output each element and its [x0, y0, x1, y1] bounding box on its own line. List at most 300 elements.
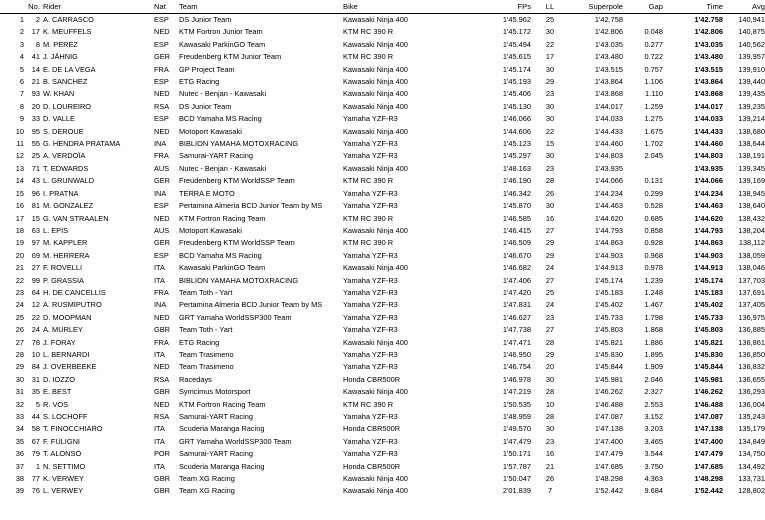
cell-no: 58	[31, 424, 40, 434]
table-row	[0, 76, 765, 88]
cell-bike: KTM RC 390 R	[343, 399, 394, 409]
cell-team: Kawasaki ParkinGO Team	[179, 39, 266, 49]
cell-pos: 11	[16, 139, 24, 149]
cell-bike: Yamaha YZF-R3	[343, 412, 398, 421]
cell-avg: 138,046	[738, 263, 765, 273]
cell-nat: ESP	[154, 39, 169, 49]
cell-no: 97	[31, 238, 40, 248]
cell-avg: 139,235	[738, 101, 765, 111]
cell-no: 21	[31, 77, 40, 87]
cell-bike: KTM RC 390 R	[343, 176, 394, 186]
cell-ll: 30	[545, 424, 555, 434]
cell-pos: 20	[15, 250, 24, 260]
cell-time: 1'43.868	[694, 89, 723, 99]
cell-pos: 9	[19, 114, 24, 124]
cell-fps: 1'45.174	[502, 64, 531, 74]
cell-time: 1'44.460	[694, 139, 723, 149]
cell-ll: 29	[545, 238, 555, 248]
cell-pos: 6	[19, 77, 24, 87]
cell-no: 79	[31, 449, 40, 459]
cell-superpole: 1'42.758	[594, 15, 623, 24]
cell-ll: 23	[545, 163, 555, 173]
cell-time: 1'45.733	[694, 312, 723, 322]
header-time: Time	[706, 2, 723, 11]
cell-rider: F. FULIGNI	[43, 436, 80, 446]
cell-time: 1'44.620	[694, 213, 723, 223]
cell-nat: ESP	[154, 201, 169, 211]
cell-nat: RSA	[154, 374, 170, 384]
cell-team: BCD Yamaha MS Racing	[179, 114, 262, 124]
cell-gap: 2.046	[644, 374, 663, 384]
cell-time: 1'44.913	[694, 263, 723, 273]
cell-pos: 18	[15, 225, 24, 235]
table-row	[0, 299, 765, 311]
cell-fps: 2'01.839	[502, 486, 531, 496]
cell-bike: Kawasaki Ninja 400	[343, 101, 408, 111]
cell-rider: L. GRUNWALD	[43, 176, 95, 186]
cell-pos: 17	[15, 213, 24, 223]
cell-rider: T. FINOCCHIARO	[43, 424, 103, 434]
cell-pos: 30	[15, 374, 24, 384]
cell-pos: 35	[15, 436, 24, 446]
cell-team: BIBLION YAMAHA MOTOXRACING	[179, 275, 299, 285]
cell-team: Samurai-YART Racing	[179, 412, 253, 421]
cell-pos: 27	[15, 337, 24, 347]
cell-nat: AUS	[154, 163, 170, 173]
cell-ll: 26	[545, 474, 555, 484]
cell-avg: 140,875	[738, 27, 765, 37]
cell-avg: 138,945	[738, 188, 765, 198]
table-row	[0, 200, 765, 212]
cell-gap: 1.239	[644, 275, 663, 285]
cell-nat: ITA	[154, 424, 165, 434]
cell-rider: L. BERNARDI	[43, 349, 90, 359]
cell-gap: 0.722	[644, 52, 663, 62]
cell-no: 43	[31, 176, 40, 186]
cell-gap: 4.363	[644, 474, 663, 484]
cell-no: 41	[31, 52, 40, 62]
cell-team: Scuderia Maranga Racing	[179, 424, 265, 434]
cell-bike: Yamaha YZF-R3	[343, 349, 398, 359]
cell-ll: 15	[545, 139, 555, 149]
table-row	[0, 411, 765, 423]
cell-pos: 31	[15, 387, 24, 397]
cell-pos: 5	[19, 64, 24, 74]
table-row	[0, 386, 765, 398]
cell-pos: 19	[15, 238, 24, 248]
cell-ll: 16	[545, 213, 555, 223]
cell-superpole: 1'47.087	[594, 412, 623, 421]
cell-ll: 22	[545, 39, 555, 49]
header-bike: Bike	[343, 2, 358, 11]
table-row	[0, 312, 765, 324]
cell-gap: 3.152	[644, 412, 663, 421]
cell-team: Freudenberg KTM WorldSSP Team	[179, 176, 295, 186]
cell-pos: 2	[19, 27, 24, 37]
cell-time: 1'45.183	[694, 287, 723, 297]
cell-gap: 0.858	[644, 225, 663, 235]
cell-superpole: 1'42.806	[594, 27, 623, 37]
cell-team: GRT Yamaha WorldSSP300 Team	[179, 312, 292, 322]
cell-nat: AUS	[154, 225, 170, 235]
cell-ll: 28	[545, 412, 555, 421]
table-row	[0, 213, 765, 225]
cell-pos: 26	[15, 325, 24, 335]
cell-ll: 30	[545, 151, 555, 161]
cell-bike: Yamaha YZF-R3	[343, 362, 398, 372]
cell-bike: Kawasaki Ninja 400	[343, 163, 408, 173]
cell-pos: 15	[15, 188, 24, 198]
cell-gap: 2.045	[644, 151, 663, 161]
cell-no: 35	[31, 387, 40, 397]
cell-superpole: 1'44.913	[594, 263, 623, 273]
cell-superpole: 1'47.685	[594, 461, 623, 471]
cell-time: 1'45.174	[694, 275, 723, 285]
cell-gap	[623, 163, 663, 175]
cell-ll: 30	[545, 114, 555, 124]
cell-superpole: 1'44.903	[594, 250, 623, 260]
table-row	[0, 287, 765, 299]
cell-nat: ITA	[154, 263, 165, 273]
cell-fps: 1'50.171	[502, 449, 531, 459]
cell-avg: 134,750	[738, 449, 765, 459]
cell-fps: 1'47.406	[502, 275, 531, 285]
cell-nat: GER	[154, 176, 171, 186]
cell-superpole: 1'45.981	[594, 374, 623, 384]
cell-team: KTM Fortron Junior Team	[179, 27, 263, 37]
cell-avg: 136,861	[738, 337, 765, 347]
cell-bike: Yamaha YZF-R3	[343, 300, 398, 310]
cell-no: 24	[31, 325, 40, 335]
table-row	[0, 39, 765, 51]
table-row	[0, 436, 765, 448]
cell-ll: 29	[545, 250, 555, 260]
cell-pos: 7	[19, 89, 24, 99]
table-row	[0, 461, 765, 473]
cell-ll: 16	[545, 449, 555, 459]
cell-no: 25	[31, 151, 40, 161]
cell-rider: D. MOOPMAN	[43, 312, 92, 322]
cell-superpole: 1'43.864	[594, 77, 623, 87]
cell-no: 44	[31, 412, 40, 421]
cell-rider: K. MEUFFELS	[43, 27, 92, 37]
cell-gap: 1.275	[644, 114, 663, 124]
cell-ll: 23	[545, 436, 555, 446]
table-row	[0, 225, 765, 237]
cell-gap: 0.685	[644, 213, 663, 223]
cell-nat: ITA	[154, 436, 165, 446]
cell-ll: 28	[545, 176, 555, 186]
cell-fps: 1'45.870	[502, 201, 531, 211]
cell-time: 1'42.758	[694, 15, 723, 24]
cell-pos: 36	[15, 449, 24, 459]
cell-time: 1'43.480	[694, 52, 723, 62]
cell-team: Samurai-YART Racing	[179, 151, 253, 161]
cell-team: Team XG Racing	[179, 486, 235, 496]
cell-avg: 139,435	[738, 89, 765, 99]
cell-superpole: 1'45.821	[594, 337, 623, 347]
table-row	[0, 175, 765, 187]
cell-time: 1'45.830	[694, 349, 723, 359]
cell-gap: 0.928	[644, 238, 663, 248]
cell-ll: 28	[545, 337, 555, 347]
table-row	[0, 51, 765, 63]
cell-ll: 27	[545, 225, 555, 235]
cell-superpole: 1'45.830	[594, 349, 623, 359]
cell-time: 1'47.479	[694, 449, 723, 459]
cell-rider: T. EDWARDS	[43, 163, 89, 173]
cell-ll: 20	[545, 362, 555, 372]
header-team: Team	[179, 2, 198, 11]
cell-nat: GER	[154, 52, 171, 62]
cell-fps: 1'46.585	[502, 213, 531, 223]
cell-avg: 138,644	[738, 139, 765, 149]
cell-avg: 138,191	[738, 151, 765, 161]
cell-bike: Yamaha YZF-R3	[343, 287, 398, 297]
table-row	[0, 150, 765, 162]
cell-rider: J. OVERBEEKE	[43, 362, 97, 372]
cell-rider: L. VERWEY	[43, 486, 84, 496]
table-row	[0, 275, 765, 287]
cell-team: Racedays	[179, 374, 212, 384]
cell-team: Team Toth - Yart	[179, 325, 233, 335]
table-row	[0, 448, 765, 460]
cell-fps: 1'57.787	[502, 461, 531, 471]
table-row	[0, 250, 765, 262]
cell-team: Pertamina Almeria BCD Junior Team by MS	[179, 201, 323, 211]
cell-gap: 1.798	[644, 312, 663, 322]
cell-rider: A. MURLEY	[43, 325, 83, 335]
cell-superpole: 1'43.935	[594, 163, 623, 173]
cell-ll: 10	[545, 399, 555, 409]
cell-no: 10	[31, 349, 40, 359]
cell-no: 1	[35, 461, 40, 471]
cell-nat: FRA	[154, 337, 169, 347]
cell-avg: 136,975	[738, 312, 765, 322]
header-avg: Avg	[752, 2, 765, 11]
cell-pos: 28	[15, 349, 24, 359]
cell-bike: Kawasaki Ninja 400	[343, 77, 408, 87]
cell-avg: 138,680	[738, 126, 765, 136]
cell-no: 17	[31, 27, 40, 37]
cell-bike: Honda CBR500R	[343, 461, 401, 471]
cell-bike: Kawasaki Ninja 400	[343, 225, 408, 235]
cell-gap: 3.750	[644, 461, 663, 471]
header-superpole: Superpole	[588, 2, 623, 11]
cell-superpole: 1'44.620	[594, 213, 623, 223]
table-row	[0, 337, 765, 349]
cell-nat: GBR	[154, 325, 171, 335]
cell-avg: 140,941	[738, 15, 765, 24]
cell-time: 1'43.935	[694, 163, 723, 173]
table-row	[0, 26, 765, 38]
cell-fps: 1'45.172	[502, 27, 531, 37]
cell-avg: 139,214	[738, 114, 765, 124]
cell-superpole: 1'43.480	[594, 52, 623, 62]
cell-fps: 1'46.509	[502, 238, 531, 248]
cell-no: 2	[35, 15, 40, 24]
cell-fps: 1'46.754	[502, 362, 531, 372]
cell-nat: ESP	[154, 15, 169, 24]
cell-rider: M. KAPPLER	[43, 238, 88, 248]
header-nat: Nat	[154, 2, 166, 11]
cell-rider: D. IOZZO	[43, 374, 76, 384]
cell-gap: 9.684	[644, 486, 663, 496]
cell-ll: 30	[545, 101, 555, 111]
cell-pos: 25	[15, 312, 24, 322]
cell-superpole: 1'47.400	[594, 436, 623, 446]
cell-time: 1'44.803	[694, 151, 723, 161]
cell-nat: NED	[154, 362, 170, 372]
cell-nat: NED	[154, 213, 170, 223]
cell-ll: 30	[545, 27, 555, 37]
cell-team: ETG Racing	[179, 337, 220, 347]
cell-avg: 134,849	[738, 436, 765, 446]
cell-nat: GBR	[154, 387, 171, 397]
cell-no: 84	[31, 362, 40, 372]
cell-nat: FRA	[154, 287, 169, 297]
cell-rider: W. KHAN	[43, 89, 75, 99]
cell-avg: 134,492	[738, 461, 765, 471]
cell-no: 63	[31, 225, 40, 235]
cell-superpole: 1'44.234	[594, 188, 623, 198]
cell-fps: 1'46.682	[502, 263, 531, 273]
cell-time: 1'44.066	[694, 176, 723, 186]
cell-rider: M. GONZALEZ	[43, 201, 94, 211]
cell-fps: 1'48.163	[502, 163, 531, 173]
table-row	[0, 473, 765, 485]
cell-time: 1'46.262	[694, 387, 723, 397]
cell-pos: 21	[15, 263, 24, 273]
cell-no: 31	[31, 374, 40, 384]
cell-fps: 1'44.606	[502, 126, 531, 136]
cell-pos: 10	[15, 126, 24, 136]
cell-no: 67	[31, 436, 40, 446]
cell-no: 20	[31, 101, 40, 111]
cell-fps: 1'46.950	[502, 349, 531, 359]
cell-gap: 1.467	[644, 300, 663, 310]
cell-rider: G. VAN STRAALEN	[43, 213, 109, 223]
cell-team: Freudenberg KTM Junior Team	[179, 52, 282, 62]
cell-nat: NED	[154, 126, 170, 136]
cell-team: Scuderia Maranga Racing	[179, 461, 265, 471]
cell-rider: E. DE LA VEGA	[43, 64, 96, 74]
cell-superpole: 1'48.298	[594, 474, 623, 484]
cell-avg: 136,293	[738, 387, 765, 397]
cell-pos: 23	[15, 287, 24, 297]
cell-no: 96	[31, 188, 40, 198]
cell-superpole: 1'43.868	[594, 89, 623, 99]
cell-time: 1'47.087	[694, 412, 723, 421]
cell-rider: J. JÄHNIG	[43, 52, 78, 62]
cell-pos: 12	[15, 151, 24, 161]
cell-pos: 34	[15, 424, 24, 434]
cell-time: 1'45.821	[694, 337, 723, 347]
cell-team: Freudenberg KTM WorldSSP Team	[179, 238, 295, 248]
table-row	[0, 399, 765, 411]
cell-avg: 139,957	[738, 52, 765, 62]
header-row	[0, 0, 765, 14]
cell-bike: KTM RC 390 R	[343, 52, 394, 62]
cell-gap: 0.978	[644, 263, 663, 273]
cell-gap: 1.702	[644, 139, 663, 149]
cell-ll: 25	[545, 287, 555, 297]
cell-no: 99	[31, 275, 40, 285]
cell-bike: Yamaha YZF-R3	[343, 201, 398, 211]
cell-rider: I. PRATNA	[43, 188, 79, 198]
cell-rider: M. PEREZ	[43, 39, 78, 49]
cell-time: 1'45.803	[694, 325, 723, 335]
cell-time: 1'44.793	[694, 225, 723, 235]
header-ll: LL	[545, 2, 555, 11]
cell-avg: 138,432	[738, 213, 765, 223]
cell-fps: 1'46.978	[502, 374, 531, 384]
cell-gap: 3.203	[644, 424, 663, 434]
cell-avg: 139,910	[738, 64, 765, 74]
cell-team: Team XG Racing	[179, 474, 235, 484]
cell-avg: 136,832	[738, 362, 765, 372]
cell-gap: 1.909	[644, 362, 663, 372]
table-row	[0, 163, 765, 175]
cell-time: 1'44.433	[694, 126, 723, 136]
cell-fps: 1'50.047	[502, 474, 531, 484]
cell-time: 1'48.298	[694, 474, 723, 484]
cell-no: 81	[31, 201, 40, 211]
cell-team: GRT Yamaha WorldSSP300 Team	[179, 436, 292, 446]
cell-rider: N. SETTIMO	[43, 461, 86, 471]
cell-fps: 1'50.535	[502, 399, 531, 409]
cell-fps: 1'45.962	[502, 15, 531, 24]
cell-ll: 25	[545, 15, 555, 24]
cell-avg: 139,169	[738, 176, 765, 186]
cell-no: 55	[31, 139, 40, 149]
cell-rider: A. RUSMIPUTRO	[43, 300, 102, 310]
cell-superpole: 1'44.066	[594, 176, 623, 186]
cell-avg: 137,691	[738, 287, 765, 297]
cell-fps: 1'47.219	[502, 387, 531, 397]
cell-no: 95	[31, 126, 40, 136]
cell-team: Team Trasimeno	[179, 349, 234, 359]
cell-no: 78	[31, 337, 40, 347]
cell-superpole: 1'45.402	[594, 300, 623, 310]
cell-ll: 7	[547, 486, 553, 496]
cell-bike: Yamaha YZF-R3	[343, 139, 398, 149]
cell-rider: E. BEST	[43, 387, 72, 397]
cell-rider: R. VOS	[43, 399, 69, 409]
cell-ll: 24	[545, 263, 555, 273]
cell-rider: D. VALLE	[43, 114, 75, 124]
cell-fps: 1'46.415	[502, 225, 531, 235]
cell-nat: FRA	[154, 64, 169, 74]
cell-nat: ESP	[154, 114, 169, 124]
cell-superpole: 1'52.442	[594, 486, 623, 496]
cell-time: 1'46.488	[694, 399, 723, 409]
cell-pos: 14	[15, 176, 24, 186]
cell-superpole: 1'43.515	[594, 64, 623, 74]
cell-time: 1'43.515	[694, 64, 723, 74]
cell-team: Samurai-YART Racing	[179, 449, 253, 459]
cell-avg: 128,802	[738, 486, 765, 496]
cell-nat: INA	[154, 139, 167, 149]
cell-bike: Kawasaki Ninja 400	[343, 126, 408, 136]
cell-time: 1'47.400	[694, 436, 723, 446]
cell-team: Motoport Kawasaki	[179, 126, 242, 136]
cell-fps: 1'46.670	[502, 250, 531, 260]
cell-ll: 27	[545, 275, 555, 285]
cell-time: 1'52.442	[694, 486, 723, 496]
cell-ll: 30	[545, 64, 555, 74]
cell-rider: P. GRASSIA	[43, 275, 84, 285]
